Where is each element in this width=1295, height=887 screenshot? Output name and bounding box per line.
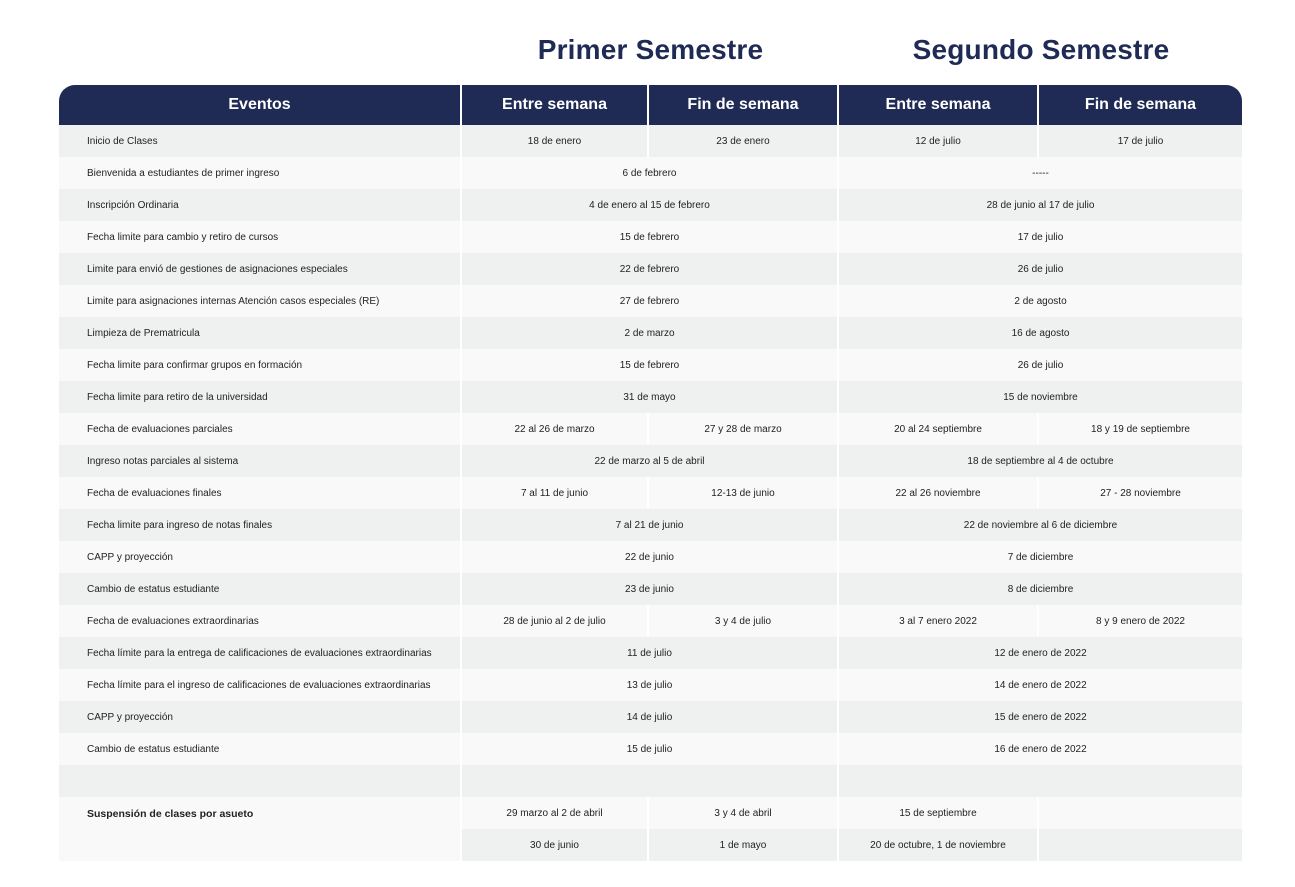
s1-date: 22 de marzo al 5 de abril: [462, 445, 839, 477]
s1-weekday-date: 30 de junio: [462, 829, 649, 861]
event-name: Fecha de evaluaciones extraordinarias: [59, 605, 462, 637]
table-row: [59, 253, 1242, 285]
table-row: [59, 349, 1242, 381]
table-row: [59, 509, 1242, 541]
event-name: Fecha de evaluaciones parciales: [59, 413, 462, 445]
table-row: [59, 637, 1242, 669]
s2-date: 18 de septiembre al 4 de octubre: [839, 445, 1242, 477]
table-row: [59, 413, 1242, 445]
s2-date: 14 de enero de 2022: [839, 669, 1242, 701]
s1-date: 11 de julio: [462, 637, 839, 669]
s1-weekend-date: 3 y 4 de abril: [649, 797, 839, 829]
s2-date: 2 de agosto: [839, 285, 1242, 317]
s1-date: 27 de febrero: [462, 285, 839, 317]
s1-date: 13 de julio: [462, 669, 839, 701]
table-row: [59, 541, 1242, 573]
event-name: Fecha de evaluaciones finales: [59, 477, 462, 509]
table-row: [59, 573, 1242, 605]
event-name: Ingreso notas parciales al sistema: [59, 445, 462, 477]
table-row: [59, 189, 1242, 221]
empty-row: [59, 765, 1242, 797]
s1-date: 7 al 21 de junio: [462, 509, 839, 541]
s2-date: 22 de noviembre al 6 de diciembre: [839, 509, 1242, 541]
event-name: CAPP y proyección: [59, 701, 462, 733]
event-name: Limite para asignaciones internas Atención casos especiales (RE): [59, 285, 462, 317]
table-row: [59, 733, 1242, 765]
s1-weekend-date: 3 y 4 de julio: [649, 605, 839, 637]
table-row: [59, 701, 1242, 733]
s1-weekend-date: 1 de mayo: [649, 829, 839, 861]
event-name: Bienvenida a estudiantes de primer ingreso: [59, 157, 462, 189]
s1-weekday-date: 29 marzo al 2 de abril: [462, 797, 649, 829]
s1-weekday-date: 7 al 11 de junio: [462, 477, 649, 509]
table-row: [59, 125, 1242, 157]
event-name: Cambio de estatus estudiante: [59, 573, 462, 605]
s2-date: 16 de agosto: [839, 317, 1242, 349]
event-name: CAPP y proyección: [59, 541, 462, 573]
s2-date: 28 de junio al 17 de julio: [839, 189, 1242, 221]
event-name: Fecha limite para cambio y retiro de cursos: [59, 221, 462, 253]
s2-date: 17 de julio: [839, 221, 1242, 253]
table-row: [59, 381, 1242, 413]
s1-date: 2 de marzo: [462, 317, 839, 349]
table-row: [59, 221, 1242, 253]
event-name: Fecha limite para ingreso de notas finales: [59, 509, 462, 541]
s1-date: 14 de julio: [462, 701, 839, 733]
header-s1-weekend: Fin de semana: [649, 85, 839, 125]
empty-cell: [59, 765, 462, 797]
s2-weekend-date: 17 de julio: [1039, 125, 1242, 157]
event-name: Inicio de Clases: [59, 125, 462, 157]
s2-weekend-date: 27 - 28 noviembre: [1039, 477, 1242, 509]
s1-date: 6 de febrero: [462, 157, 839, 189]
s2-date: 8 de diciembre: [839, 573, 1242, 605]
s2-weekend-date: [1039, 829, 1242, 861]
s1-weekday-date: 28 de junio al 2 de julio: [462, 605, 649, 637]
event-name: Limpieza de Prematricula: [59, 317, 462, 349]
suspension-event-name: Suspensión de clases por asueto: [59, 797, 462, 861]
s1-weekend-date: 23 de enero: [649, 125, 839, 157]
table-row: [59, 669, 1242, 701]
s2-weekday-date: 22 al 26 noviembre: [839, 477, 1039, 509]
table-row: [59, 285, 1242, 317]
academic-calendar-table: [59, 85, 1242, 861]
s2-weekday-date: 3 al 7 enero 2022: [839, 605, 1039, 637]
table-row: [59, 317, 1242, 349]
table-row: [59, 605, 1242, 637]
s2-weekday-date: 12 de julio: [839, 125, 1039, 157]
s2-date: 15 de noviembre: [839, 381, 1242, 413]
s2-weekend-date: 18 y 19 de septiembre: [1039, 413, 1242, 445]
event-name: Cambio de estatus estudiante: [59, 733, 462, 765]
s2-weekday-date: 20 de octubre, 1 de noviembre: [839, 829, 1039, 861]
header-eventos: Eventos: [59, 85, 462, 125]
table-header-row: [59, 85, 1242, 125]
s2-weekday-date: 15 de septiembre: [839, 797, 1039, 829]
s1-weekday-date: 18 de enero: [462, 125, 649, 157]
s2-weekend-date: [1039, 797, 1242, 829]
s2-date: 15 de enero de 2022: [839, 701, 1242, 733]
s1-date: 31 de mayo: [462, 381, 839, 413]
event-name: Inscripción Ordinaria: [59, 189, 462, 221]
empty-cell: [462, 765, 839, 797]
event-name: Fecha limite para confirmar grupos en formación: [59, 349, 462, 381]
s2-date: 16 de enero de 2022: [839, 733, 1242, 765]
table-row: [59, 477, 1242, 509]
s2-date: 12 de enero de 2022: [839, 637, 1242, 669]
s2-date: 7 de diciembre: [839, 541, 1242, 573]
s1-weekend-date: 12-13 de junio: [649, 477, 839, 509]
empty-cell: [839, 765, 1242, 797]
s1-date: 15 de febrero: [462, 221, 839, 253]
s1-weekday-date: 22 al 26 de marzo: [462, 413, 649, 445]
s2-date: -----: [839, 157, 1242, 189]
table-row: [59, 445, 1242, 477]
s1-weekend-date: 27 y 28 de marzo: [649, 413, 839, 445]
event-name: Fecha límite para el ingreso de calificaciones de evaluaciones extraordinarias: [59, 669, 462, 701]
first-semester-title: Primer Semestre: [537, 34, 764, 65]
event-name: Fecha límite para la entrega de calificaciones de evaluaciones extraordinarias: [59, 637, 462, 669]
s2-date: 26 de julio: [839, 349, 1242, 381]
s1-date: 15 de febrero: [462, 349, 839, 381]
s2-weekday-date: 20 al 24 septiembre: [839, 413, 1039, 445]
event-name: Fecha limite para retiro de la universidad: [59, 381, 462, 413]
s2-date: 26 de julio: [839, 253, 1242, 285]
table-row: [59, 157, 1242, 189]
s1-date: 15 de julio: [462, 733, 839, 765]
header-s1-weekday: Entre semana: [462, 85, 649, 125]
header-s2-weekend: Fin de semana: [1039, 85, 1242, 125]
s1-date: 4 de enero al 15 de febrero: [462, 189, 839, 221]
s1-date: 22 de febrero: [462, 253, 839, 285]
s1-date: 23 de junio: [462, 573, 839, 605]
s1-date: 22 de junio: [462, 541, 839, 573]
second-semester-title: Segundo Semestre: [912, 34, 1170, 65]
s2-weekend-date: 8 y 9 enero de 2022: [1039, 605, 1242, 637]
event-name: Limite para envió de gestiones de asignaciones especiales: [59, 253, 462, 285]
table-row: [59, 797, 1242, 829]
header-s2-weekday: Entre semana: [839, 85, 1039, 125]
